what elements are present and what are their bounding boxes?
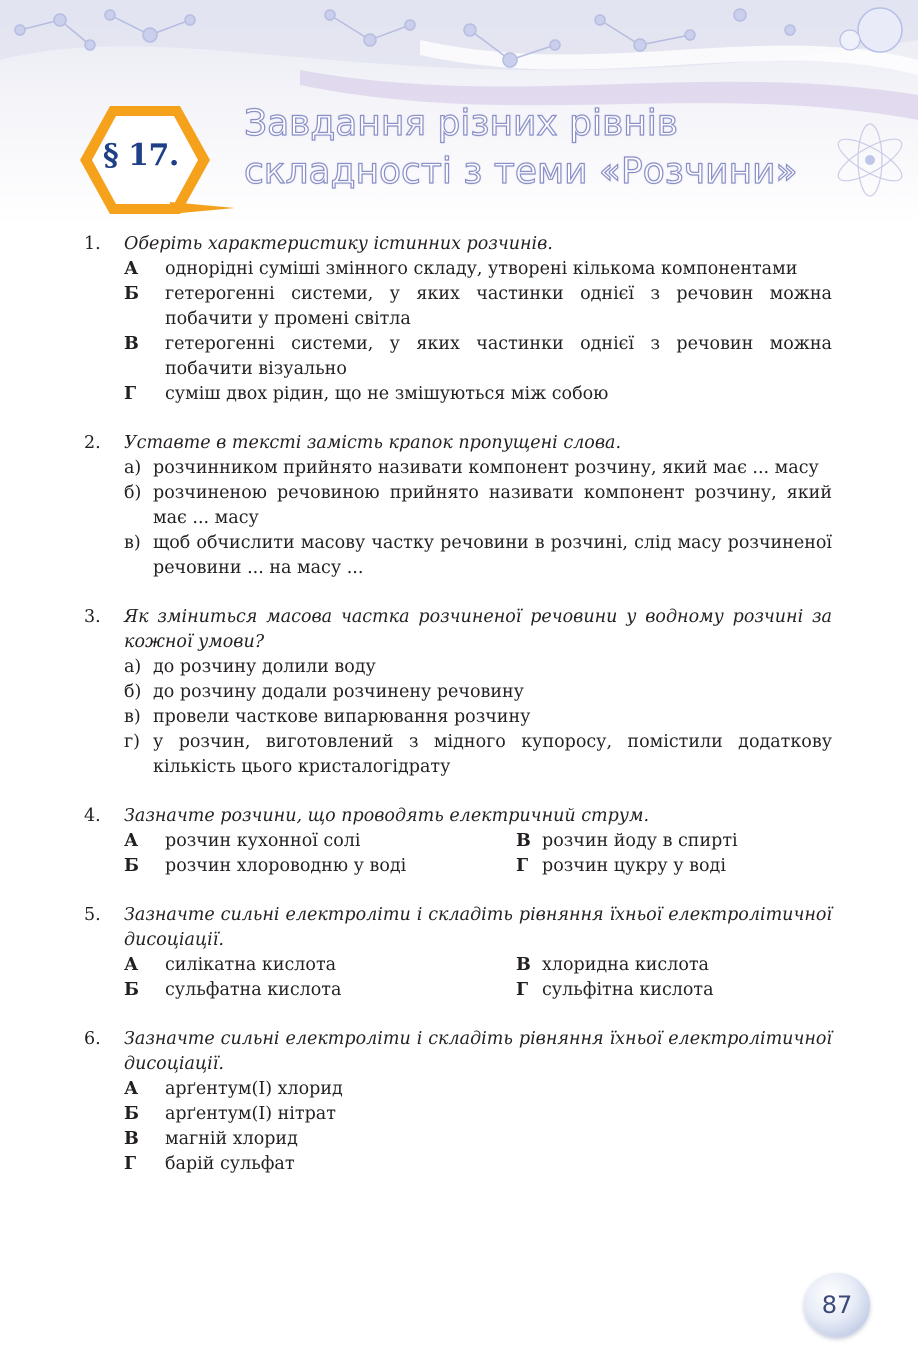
answer-option: [124, 829, 516, 854]
option-text: арґентум(I) нітрат: [165, 1104, 336, 1124]
answer-option: [124, 257, 832, 282]
option-text: до розчину долили воду: [153, 657, 376, 677]
question-2: [84, 431, 832, 581]
option-letter: В: [124, 334, 139, 354]
option-letter: в): [124, 533, 141, 553]
title-line-1: Завдання різних рівнів: [244, 103, 678, 144]
option-letter: А: [124, 259, 139, 279]
option-text: барій сульфат: [165, 1154, 295, 1174]
answer-option: [124, 680, 832, 705]
option-text: арґентум(I) хлорид: [165, 1079, 343, 1099]
question-6: [84, 1027, 832, 1177]
option-letter: б): [124, 682, 142, 702]
option-letter: Б: [124, 856, 139, 876]
option-letter: А: [124, 1079, 139, 1099]
question-5: [84, 903, 832, 1003]
option-text: щоб обчислити масову частку речовини в розчині, слід масу розчиненої речовини ... на масу ...: [153, 533, 832, 578]
option-text: сульфатна кислота: [165, 980, 342, 1000]
option-letter: А: [124, 831, 139, 851]
answer-option: [124, 1127, 832, 1152]
option-text: сульфітна кислота: [542, 980, 714, 1000]
page-title: [244, 100, 884, 196]
question-number: 2.: [84, 433, 101, 453]
option-letter: г): [124, 732, 140, 752]
option-letter: Б: [124, 1104, 139, 1124]
option-text: розчинником прийнято називати компонент розчину, який має ... масу: [153, 458, 819, 478]
answer-option: [124, 382, 832, 407]
option-letter: Г: [124, 384, 137, 404]
answer-option: [124, 705, 832, 730]
title-line-2: складності з теми «Розчини»: [244, 151, 798, 192]
question-text: Зазначте розчини, що проводять електричний струм.: [124, 806, 650, 826]
option-text: однорідні суміші змінного складу, утворені кількома компонентами: [165, 259, 798, 279]
question-4: [84, 804, 832, 879]
option-text: розчин кухонної солі: [165, 831, 361, 851]
option-text: розчин хлороводню у воді: [165, 856, 407, 876]
answer-option: [124, 456, 832, 481]
option-text: розчин цукру у воді: [542, 856, 726, 876]
option-letter: В: [516, 955, 531, 975]
answer-option: [124, 282, 832, 332]
question-text: Оберіть характеристику істинних розчинів.: [124, 234, 553, 254]
answer-option: [124, 854, 516, 879]
question-number: 1.: [84, 234, 101, 254]
answer-option: [124, 481, 832, 531]
option-text: розчин йоду в спирті: [542, 831, 738, 851]
option-letter: В: [124, 1129, 139, 1149]
option-text: магній хлорид: [165, 1129, 298, 1149]
questions-list: [84, 232, 832, 1201]
option-letter: Б: [124, 980, 139, 1000]
answer-option: [516, 829, 866, 854]
option-text: хлоридна кислота: [542, 955, 709, 975]
option-text: суміш двох рідин, що не змішуються між собою: [165, 384, 609, 404]
option-text: до розчину додали розчинену речовину: [153, 682, 524, 702]
answer-option: [124, 953, 516, 978]
answer-option: [124, 730, 832, 780]
option-letter: в): [124, 707, 141, 727]
option-letter: Г: [516, 856, 529, 876]
question-number: 4.: [84, 806, 101, 826]
answer-option: [124, 978, 516, 1003]
question-text: Зазначте сильні електроліти і складіть рівняння їхньої електролітичної дисоціації.: [124, 1029, 832, 1074]
question-number: 6.: [84, 1029, 101, 1049]
question-1: [84, 232, 832, 407]
answer-option: [124, 1152, 832, 1177]
answer-option: [516, 854, 866, 879]
option-letter: Г: [124, 1154, 137, 1174]
option-text: провели часткове випарювання розчину: [153, 707, 531, 727]
option-letter: б): [124, 483, 142, 503]
answer-option: [124, 531, 832, 581]
option-letter: а): [124, 657, 142, 677]
question-number: 3.: [84, 607, 101, 627]
option-letter: Г: [516, 980, 529, 1000]
answer-option: [516, 978, 866, 1003]
answer-option: [124, 1077, 832, 1102]
option-text: розчиненою речовиною прийнято називати компонент розчину, який має ... масу: [153, 483, 832, 528]
option-text: у розчин, виготовлений з мідного купоросу, помістили додаткову кількість цього кристалогідрату: [153, 732, 832, 777]
option-text: гетерогенні системи, у яких частинки однієї з речовин можна побачити у промені світла: [165, 284, 832, 329]
answer-option: [124, 655, 832, 680]
question-3: [84, 605, 832, 780]
option-text: гетерогенні системи, у яких частинки однієї з речовин можна побачити візуально: [165, 334, 832, 379]
options-grid: [124, 829, 832, 879]
answer-option: [516, 953, 866, 978]
answer-option: [124, 1102, 832, 1127]
option-letter: а): [124, 458, 142, 478]
question-text: Зазначте сильні електроліти і складіть рівняння їхньої електролітичної дисоціації.: [124, 905, 832, 950]
option-letter: Б: [124, 284, 139, 304]
section-number: § 17.: [103, 138, 179, 173]
question-number: 5.: [84, 905, 101, 925]
option-text: силікатна кислота: [165, 955, 337, 975]
answer-option: [124, 332, 832, 382]
question-text: Як зміниться масова частка розчиненої речовини у водному розчині за кожної умови?: [124, 607, 832, 652]
page-number: 87: [804, 1273, 870, 1337]
options-grid: [124, 953, 832, 1003]
option-letter: А: [124, 955, 139, 975]
option-letter: В: [516, 831, 531, 851]
question-text: Уставте в тексті замість крапок пропущені слова.: [124, 433, 622, 453]
